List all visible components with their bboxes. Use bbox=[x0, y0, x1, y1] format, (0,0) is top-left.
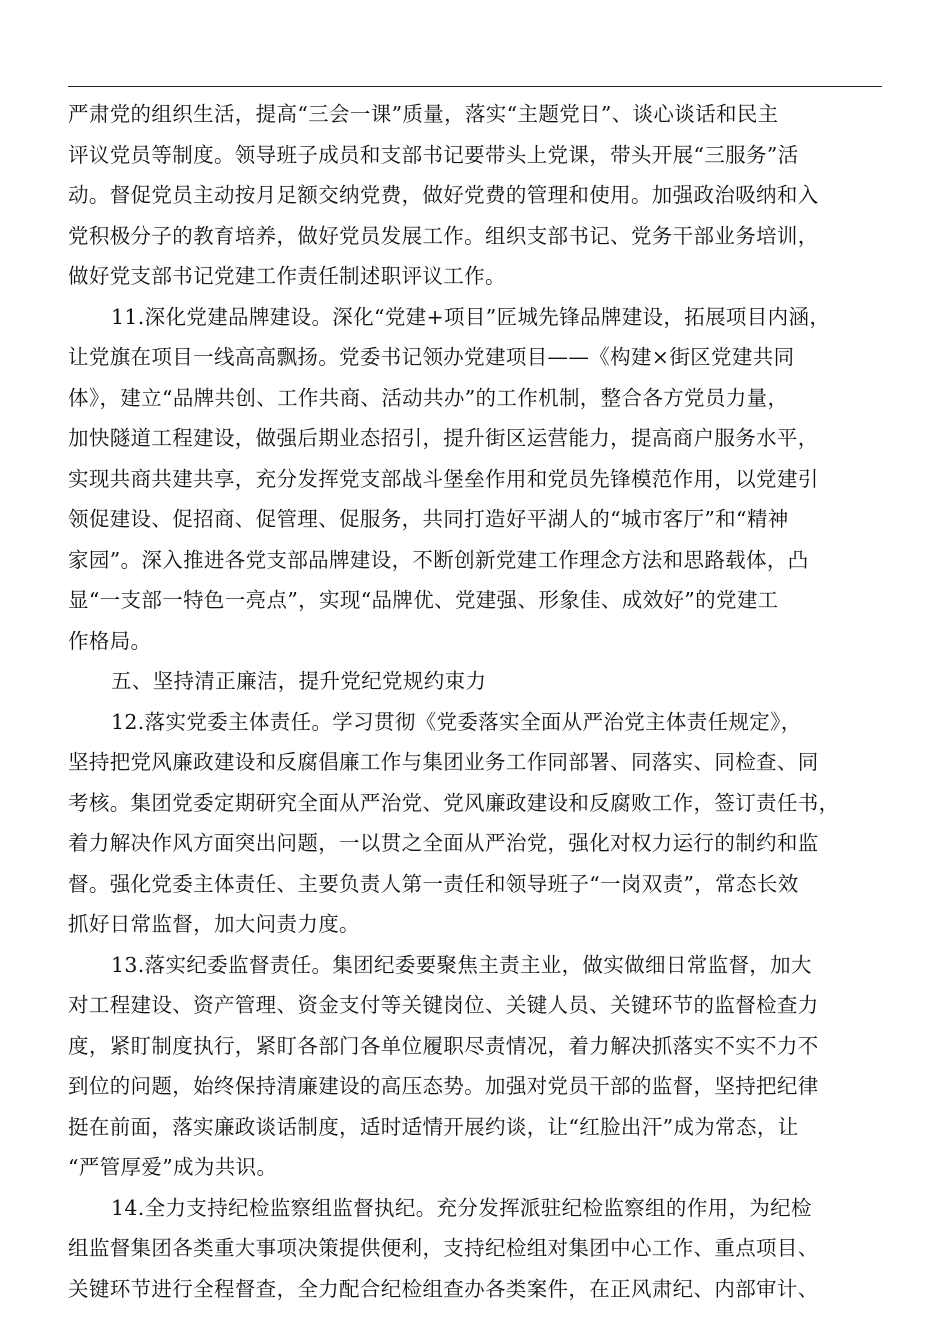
text-line: 抓好日常监督，加大问责力度。 bbox=[68, 912, 360, 936]
text-line: 让党旗在项目一线高高飘扬。党委书记领办党建项目——《构建×街区党建共同 bbox=[68, 345, 795, 369]
text-line: 做好党支部书记党建工作责任制述职评议工作。 bbox=[68, 264, 506, 288]
text-line: 作格局。 bbox=[68, 628, 152, 653]
text-line: 动。督促党员主动按月足额交纳党费，做好党费的管理和使用。加强政治吸纳和入 bbox=[68, 183, 819, 207]
text-line: “严管厚爱”成为共识。 bbox=[68, 1155, 278, 1179]
text-line: 关键环节进行全程督查，全力配合纪检组查办各类案件，在正风肃纪、内部审计、 bbox=[68, 1276, 819, 1301]
text-line: 督。强化党委主体责任、主要负责人第一责任和领导班子“一岗双责”，常态长效 bbox=[68, 871, 799, 896]
text-line: 对工程建设、资产管理、资金支付等关键岗位、关键人员、关键环节的监督检查力 bbox=[68, 993, 819, 1017]
text-line: 考核。集团党委定期研究全面从严治党、党风廉政建设和反腐败工作，签订责任书， bbox=[68, 790, 840, 815]
document-body bbox=[68, 94, 886, 1309]
text-line: 着力解决作风方面突出问题，一以贯之全面从严治党，强化对权力运行的制约和监 bbox=[68, 831, 819, 855]
text-line: 领促建设、促招商、促管理、促服务，共同打造好平湖人的“城市客厅”和“精神 bbox=[68, 507, 789, 531]
text-line: 14.全力支持纪检监察组监督执纪。充分发挥派驻纪检监察组的作用，为纪检 bbox=[111, 1195, 812, 1220]
text-line: 严肃党的组织生活，提高“三会一课”质量，落实“主题党日”、谈心谈话和民主 bbox=[68, 102, 779, 126]
text-line: 12.落实党委主体责任。学习贯彻《党委落实全面从严治党主体责任规定》， bbox=[111, 709, 802, 734]
text-line: 党积极分子的教育培养，做好党员发展工作。组织支部书记、党务干部业务培训， bbox=[68, 223, 819, 248]
text-line: 11.深化党建品牌建设。深化“党建+项目”匠城先锋品牌建设，拓展项目内涵， bbox=[111, 304, 831, 329]
text-line: 体》，建立“品牌共创、工作共商、活动共办”的工作机制，整合各方党员力量， bbox=[68, 385, 789, 410]
text-line: 实现共商共建共享，充分发挥党支部战斗堡垒作用和党员先锋模范作用，以党建引 bbox=[68, 466, 819, 491]
text-line: 组监督集团各类重大事项决策提供便利，支持纪检组对集团中心工作、重点项目、 bbox=[68, 1236, 819, 1260]
text-line: 坚持把党风廉政建设和反腐倡廉工作与集团业务工作同部署、同落实、同检查、同 bbox=[68, 750, 819, 774]
text-line: 显“一支部一特色一亮点”，实现“品牌优、党建强、形象佳、成效好”的党建工 bbox=[68, 588, 779, 612]
text-line: 挺在前面，落实廉政谈话制度，适时适情开展约谈，让“红脸出汗”成为常态，让 bbox=[68, 1114, 799, 1139]
text-line: 五、坚持清正廉洁，提升党纪党规约束力 bbox=[111, 669, 487, 693]
text-line: 评议党员等制度。领导班子成员和支部书记要带头上党课，带头开展“三服务”活 bbox=[68, 142, 799, 167]
text-line: 度，紧盯制度执行，紧盯各部门各单位履职尽责情况，着力解决抓落实不实不力不 bbox=[68, 1033, 819, 1058]
text-line: 加快隧道工程建设，做强后期业态招引，提升街区运营能力，提高商户服务水平， bbox=[68, 426, 819, 450]
text-line: 13.落实纪委监督责任。集团纪委要聚焦主责主业，做实做细日常监督，加大 bbox=[111, 952, 812, 977]
header-rule bbox=[68, 86, 882, 87]
text-line: 家园”。深入推进各党支部品牌建设，不断创新党建工作理念方法和思路载体，凸 bbox=[68, 547, 809, 572]
text-line: 到位的问题，始终保持清廉建设的高压态势。加强对党员干部的监督，坚持把纪律 bbox=[68, 1074, 819, 1098]
